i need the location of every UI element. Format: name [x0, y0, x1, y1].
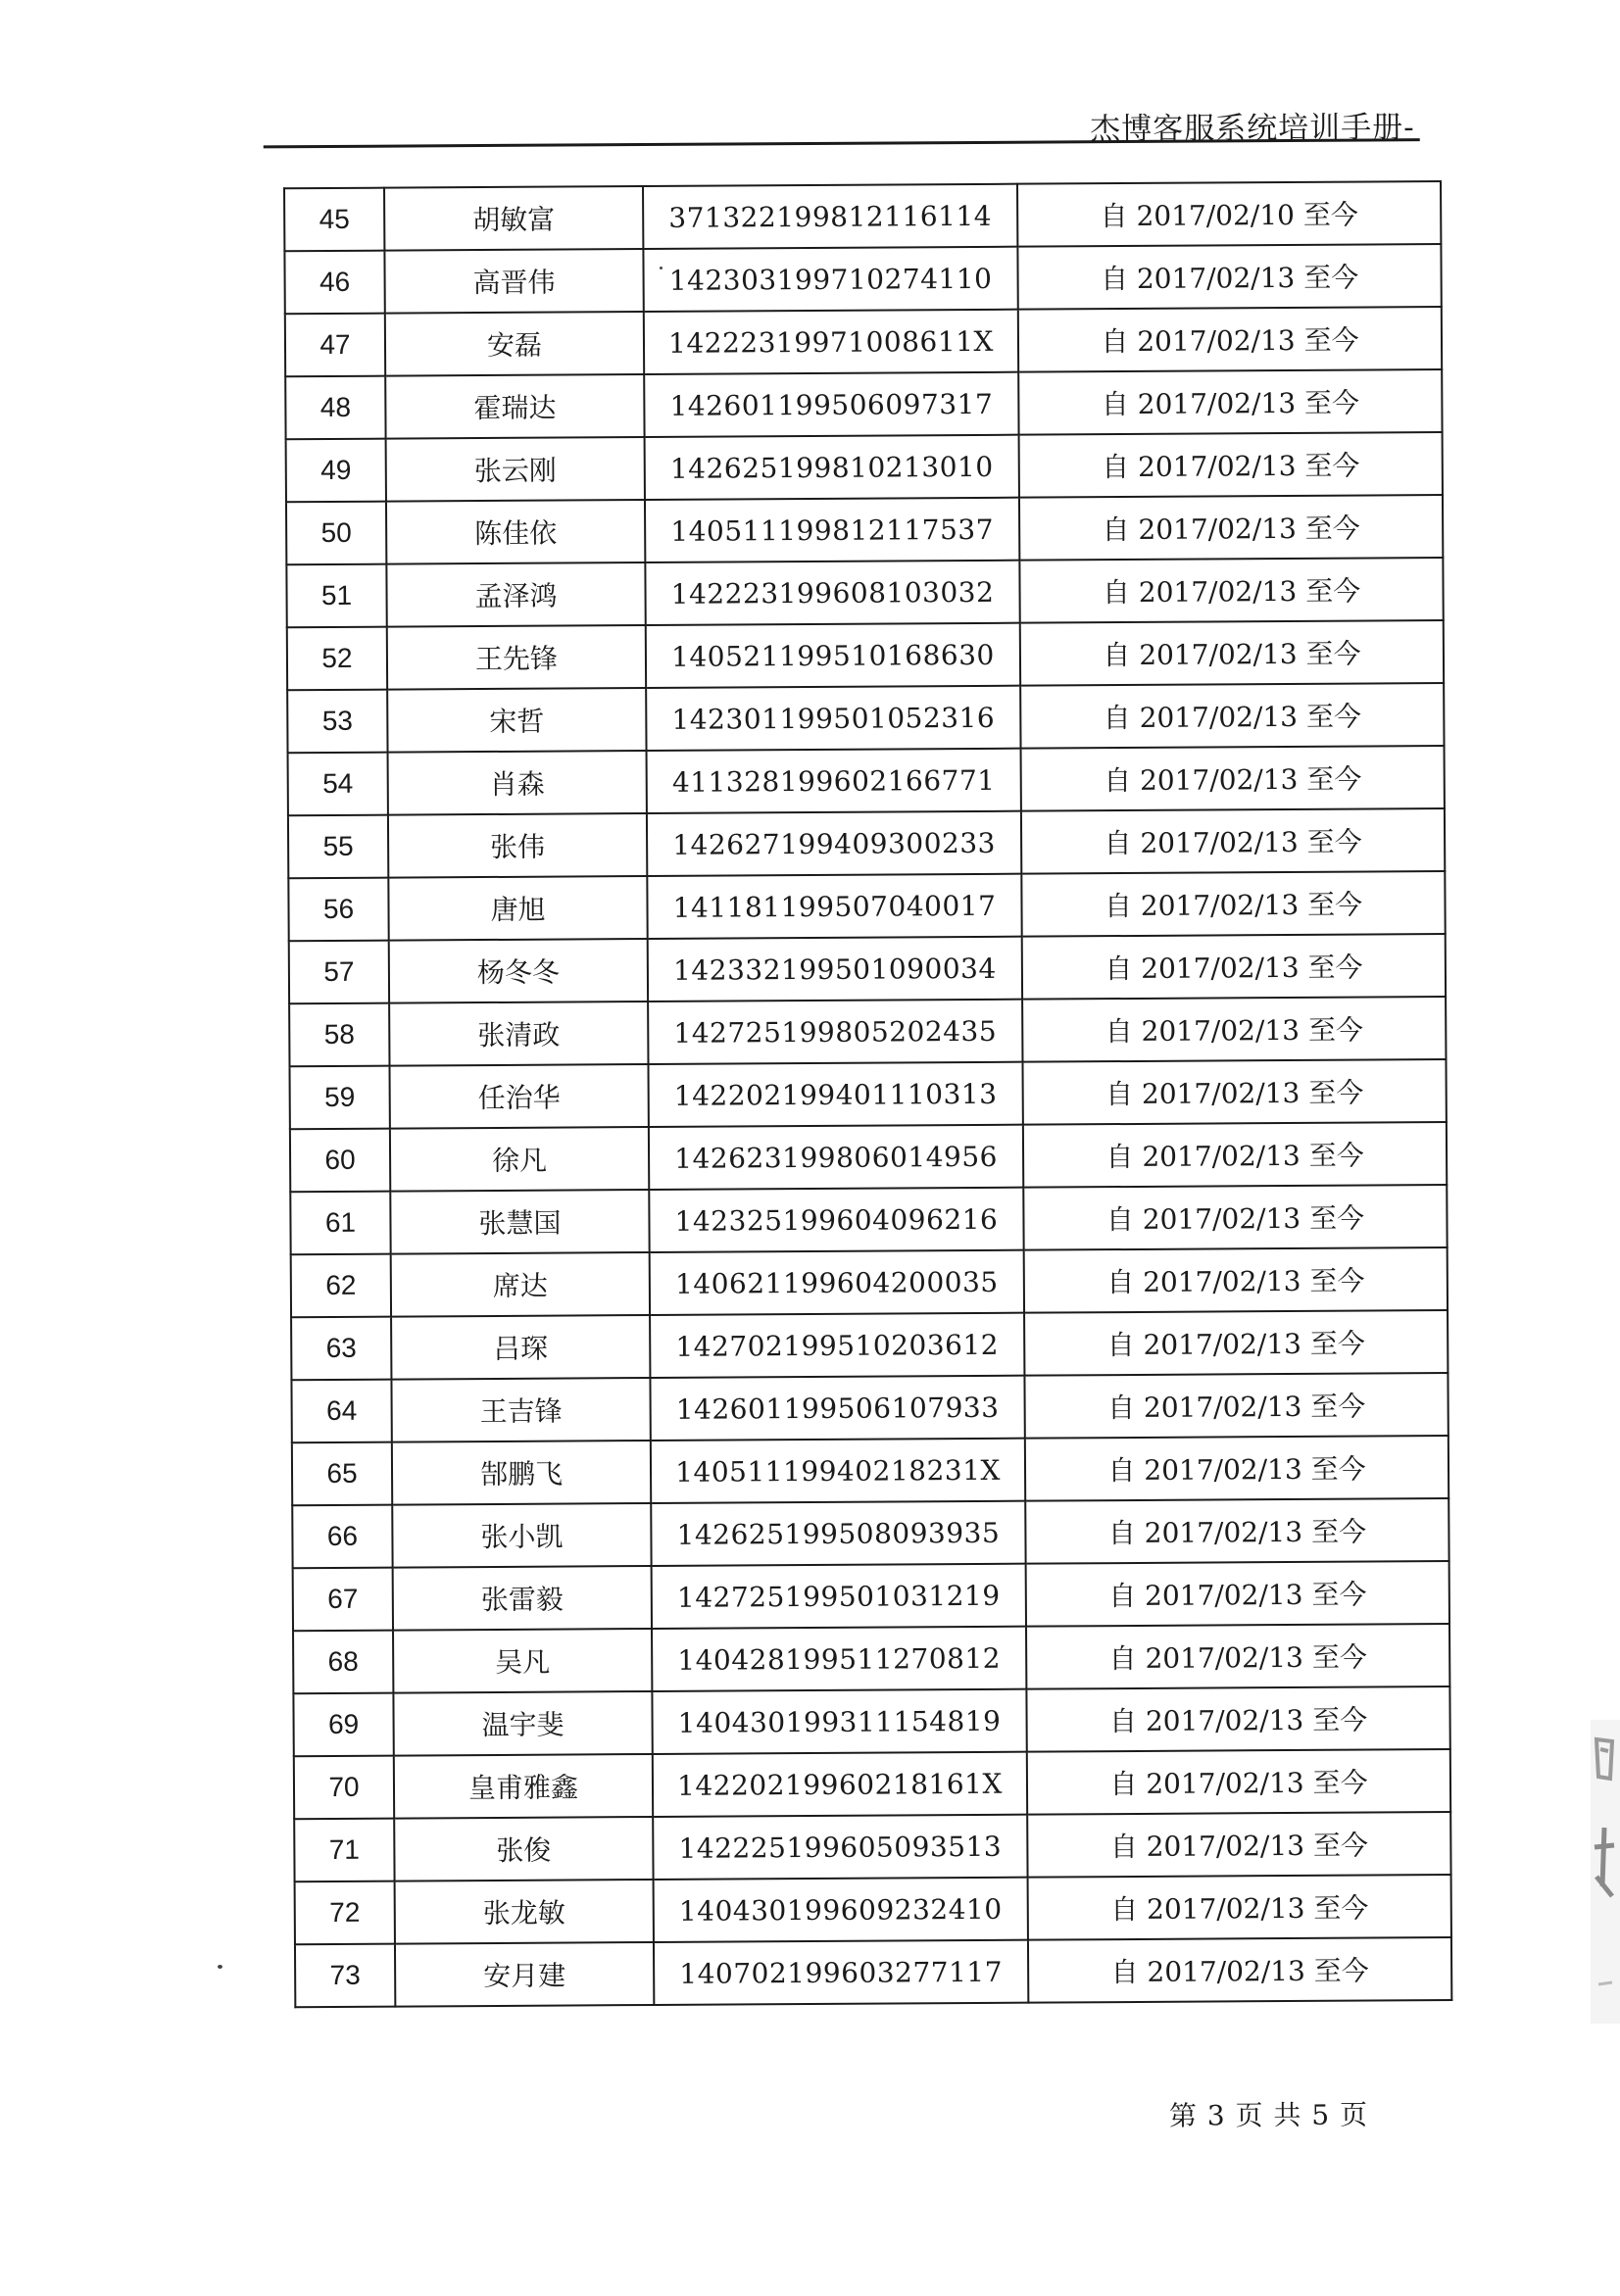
row-number: 45 [284, 188, 384, 252]
table-row [286, 432, 1443, 502]
id-number: 142202199401110313 [648, 1062, 1022, 1127]
table-row [285, 307, 1442, 376]
employment-period: 自 2017/02/13 至今 [1020, 683, 1444, 749]
employee-name: 徐凡 [390, 1127, 649, 1192]
id-number: 140430199311154819 [652, 1689, 1026, 1754]
table-row [288, 871, 1445, 941]
id-number: 140621199604200035 [650, 1250, 1024, 1315]
table-row [289, 934, 1446, 1003]
table-row [286, 495, 1443, 564]
row-number: 63 [291, 1317, 391, 1381]
employee-name: 张俊 [394, 1817, 653, 1881]
row-number: 54 [288, 753, 388, 816]
employment-period: 自 2017/02/13 至今 [1027, 1812, 1450, 1878]
employment-period: 自 2017/02/13 至今 [1028, 1875, 1451, 1940]
employee-name: 张清政 [389, 1001, 648, 1066]
table-row [294, 1749, 1450, 1819]
employee-name: 席达 [391, 1252, 650, 1317]
employment-period: 自 2017/02/13 至今 [1017, 244, 1441, 310]
id-number: 142332199501090034 [648, 937, 1022, 1001]
employment-period: 自 2017/02/13 至今 [1020, 620, 1444, 686]
scan-speck [660, 267, 663, 269]
row-number: 64 [291, 1380, 391, 1443]
table-row [287, 683, 1444, 753]
employee-name: 郜鹏飞 [392, 1441, 651, 1505]
row-number: 47 [285, 314, 385, 377]
row-number: 55 [288, 815, 388, 879]
id-number: 14051119940218231X [651, 1439, 1025, 1503]
employment-period: 自 2017/02/13 至今 [1023, 1122, 1447, 1188]
page-number: 第 3 页 共 5 页 [1168, 2098, 1369, 2132]
employee-name: 皇甫雅鑫 [394, 1754, 653, 1819]
table-row [295, 1937, 1451, 2007]
table-row [288, 808, 1445, 878]
header-title: 杰博客服系统培训手册- [1090, 110, 1415, 148]
table-row [291, 1247, 1448, 1317]
row-number: 53 [287, 690, 387, 754]
employee-name: 宋哲 [387, 688, 646, 753]
employee-name: 高晋伟 [384, 249, 643, 314]
employment-period: 自 2017/02/13 至今 [1025, 1436, 1448, 1501]
id-number: 140521199510168630 [646, 623, 1020, 688]
row-number: 61 [290, 1192, 390, 1255]
table-row [290, 1185, 1447, 1254]
employee-name: 孟泽鸿 [386, 562, 645, 627]
table-row [289, 997, 1446, 1066]
id-number: 140430199609232410 [654, 1878, 1028, 1942]
employment-period: 自 2017/02/13 至今 [1023, 1185, 1447, 1250]
row-number: 70 [294, 1756, 394, 1820]
employee-name: 张龙敏 [395, 1880, 654, 1944]
row-number: 67 [293, 1568, 393, 1632]
employee-name: 安月建 [395, 1942, 654, 2007]
employee-name: 温宇斐 [393, 1691, 652, 1756]
employee-name: 张伟 [388, 813, 647, 878]
table-row [287, 620, 1444, 690]
row-number: 57 [289, 941, 389, 1004]
employment-period: 自 2017/02/13 至今 [1018, 369, 1442, 435]
id-number: 140702199603277117 [654, 1940, 1028, 2005]
table-row [286, 558, 1443, 627]
table-row [285, 369, 1442, 439]
row-number: 59 [289, 1066, 389, 1130]
table-row [284, 244, 1441, 314]
table-row [290, 1122, 1447, 1192]
employment-period: 自 2017/02/13 至今 [1024, 1247, 1448, 1313]
row-number: 50 [286, 502, 386, 565]
employment-period: 自 2017/02/13 至今 [1024, 1310, 1448, 1376]
employment-period: 自 2017/02/13 至今 [1026, 1686, 1449, 1752]
table-row [292, 1498, 1448, 1568]
table-row [293, 1624, 1449, 1693]
employment-period: 自 2017/02/13 至今 [1022, 934, 1446, 1000]
table-row [292, 1436, 1448, 1505]
row-number: 46 [284, 251, 384, 315]
id-number: 142627199409300233 [647, 811, 1021, 876]
id-number: 142303199710274110 [643, 247, 1017, 312]
employment-period: 自 2017/02/13 至今 [1024, 1373, 1448, 1439]
id-number: 142325199604096216 [649, 1188, 1023, 1252]
employee-name: 张雷毅 [393, 1566, 652, 1631]
id-number: 142601199506097317 [644, 372, 1018, 437]
employment-period: 自 2017/02/13 至今 [1022, 1059, 1446, 1125]
id-number: 14222319971008611X [644, 310, 1018, 374]
row-number: 71 [294, 1819, 394, 1882]
employment-period: 自 2017/02/13 至今 [1018, 307, 1442, 372]
id-number: 142623199806014956 [649, 1125, 1023, 1190]
employee-name: 吴凡 [393, 1629, 652, 1693]
id-number: 141181199507040017 [647, 874, 1021, 939]
partial-seal-mark [1583, 1720, 1620, 2024]
row-number: 66 [292, 1505, 392, 1569]
employee-name: 霍瑞达 [385, 374, 644, 439]
id-number: 411328199602166771 [647, 749, 1021, 813]
roster-body [284, 181, 1451, 2007]
row-number: 62 [291, 1254, 391, 1318]
id-number: 140511199812117537 [645, 498, 1019, 562]
employee-name: 肖森 [388, 751, 647, 815]
row-number: 58 [289, 1003, 389, 1067]
row-number: 48 [285, 376, 385, 440]
id-number: 14220219960218161X [653, 1752, 1027, 1817]
employee-name: 杨冬冬 [389, 939, 648, 1003]
employee-name: 张云刚 [386, 437, 645, 502]
employment-period: 自 2017/02/13 至今 [1026, 1561, 1449, 1627]
employee-name: 张小凯 [392, 1503, 651, 1568]
table-row [293, 1561, 1449, 1631]
employment-period: 自 2017/02/13 至今 [1021, 808, 1445, 874]
employment-period: 自 2017/02/13 至今 [1027, 1749, 1450, 1815]
table-row [291, 1310, 1448, 1380]
table-row [284, 181, 1441, 251]
id-number: 142625199508093935 [651, 1501, 1025, 1566]
id-number: 142702199510203612 [650, 1313, 1024, 1378]
employee-name: 张慧国 [390, 1190, 649, 1254]
id-number: 371322199812116114 [643, 184, 1017, 249]
table-row [295, 1875, 1451, 1944]
employment-period: 自 2017/02/13 至今 [1021, 871, 1445, 937]
table-row [291, 1373, 1448, 1442]
row-number: 73 [295, 1944, 395, 2008]
employee-name: 任治华 [389, 1064, 648, 1129]
row-number: 51 [286, 564, 386, 628]
employment-period: 自 2017/02/13 至今 [1019, 495, 1443, 561]
id-number: 142601199506107933 [650, 1376, 1024, 1441]
table-row [293, 1686, 1449, 1756]
employee-name: 安磊 [385, 312, 644, 376]
id-number: 142301199501052316 [646, 686, 1020, 751]
table-row [289, 1059, 1446, 1129]
scan-speck [218, 1965, 222, 1969]
employment-period: 自 2017/02/13 至今 [1025, 1498, 1448, 1564]
employment-period: 自 2017/02/13 至今 [1019, 558, 1443, 623]
employment-period: 自 2017/02/13 至今 [1021, 746, 1445, 811]
row-number: 52 [287, 627, 387, 691]
employment-period: 自 2017/02/10 至今 [1017, 181, 1441, 247]
id-number: 142625199810213010 [645, 435, 1019, 500]
employment-period: 自 2017/02/13 至今 [1022, 997, 1446, 1062]
employment-period: 自 2017/02/13 至今 [1026, 1624, 1449, 1689]
staff-roster-table [283, 180, 1452, 2008]
id-number: 142225199605093513 [653, 1815, 1027, 1880]
employment-period: 自 2017/02/13 至今 [1028, 1937, 1451, 2003]
row-number: 65 [292, 1442, 392, 1506]
id-number: 142725199501031219 [652, 1564, 1026, 1629]
row-number: 68 [293, 1631, 393, 1694]
row-number: 72 [295, 1881, 395, 1945]
row-number: 56 [288, 878, 388, 942]
row-number: 60 [290, 1129, 390, 1193]
employment-period: 自 2017/02/13 至今 [1019, 432, 1443, 498]
row-number: 69 [293, 1693, 393, 1757]
employee-name: 王吉锋 [391, 1378, 650, 1442]
employee-name: 陈佳依 [386, 500, 645, 564]
id-number: 142725199805202435 [648, 1000, 1022, 1064]
id-number: 140428199511270812 [652, 1627, 1026, 1691]
table-row [288, 746, 1445, 815]
row-number: 49 [286, 439, 386, 503]
table-row [294, 1812, 1450, 1881]
employee-name: 唐旭 [388, 876, 647, 941]
employee-name: 王先锋 [387, 625, 646, 690]
id-number: 142223199608103032 [645, 561, 1019, 625]
employee-name: 胡敏富 [384, 186, 643, 251]
employee-name: 吕琛 [391, 1315, 650, 1380]
